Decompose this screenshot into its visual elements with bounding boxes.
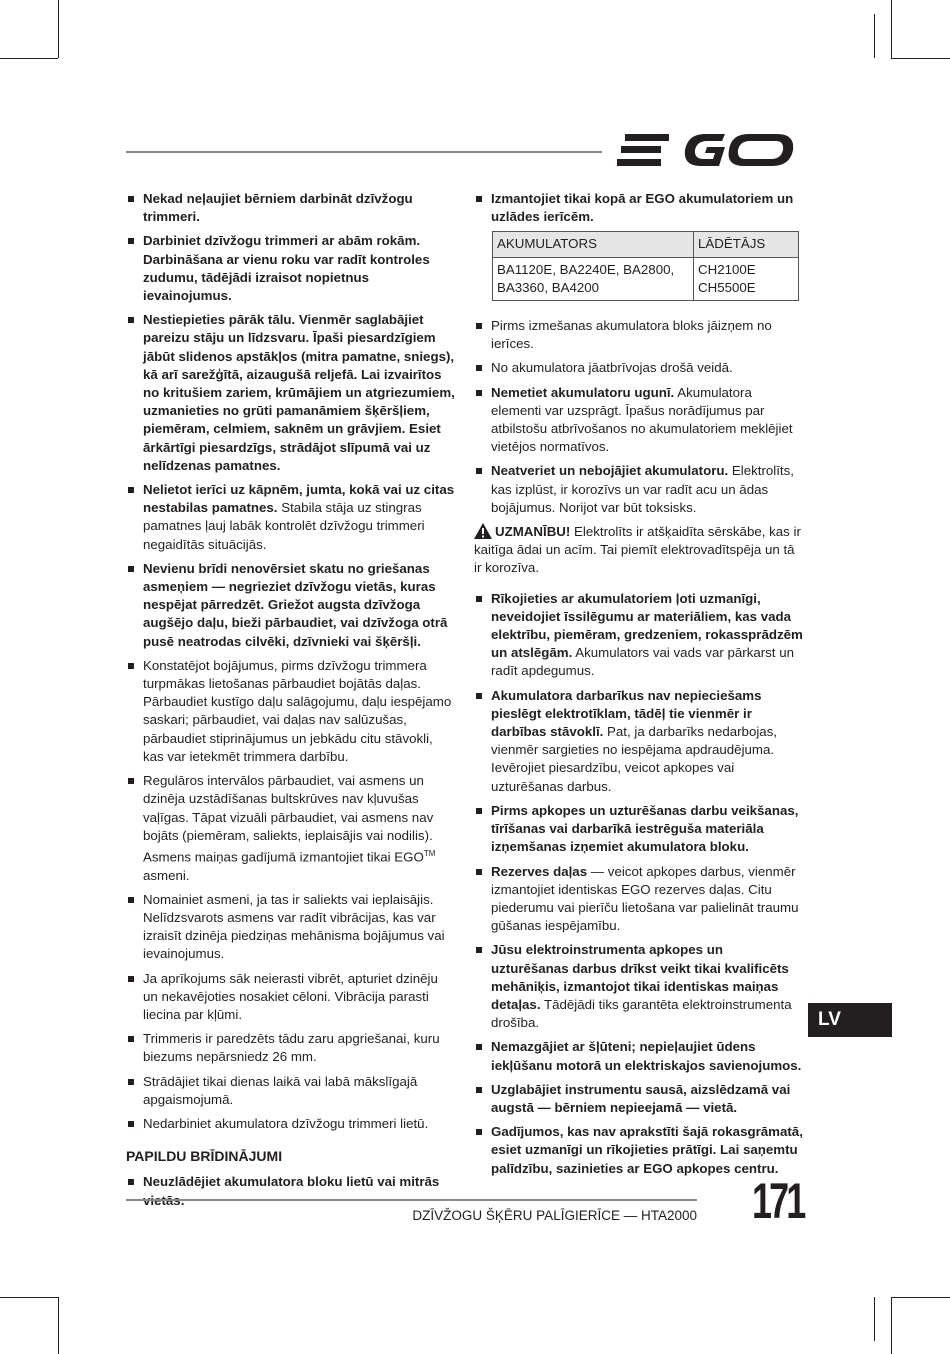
list-item bbox=[474, 941, 804, 1032]
list-item bbox=[126, 772, 456, 885]
body-text: Tādējādi tiks garantēta elektroinstrumenta drošība. bbox=[491, 996, 792, 1031]
bold-text: Darbiniet dzīvžogu trimmeri ar abām rokām. Darbināšana ar vienu roku var radīt kontroles zudumu, tādējādi izraisot nopietnus ievainojumus. bbox=[143, 233, 430, 304]
body-text: Elektrolīts, kas izplūst, ir korozīvs un var radīt acu un ādas bojājumus. Norijot var būt toksisks. bbox=[491, 463, 794, 515]
compatibility-table bbox=[492, 231, 799, 301]
list-item bbox=[474, 462, 804, 517]
bold-text: Nevienu brīdi nenovērsiet skatu no griešanas asmeņiem — negrieziet dzīvžogu vietās, kuras nespējat pārredzēt. Griežot augsta dzīvžoga augšējo daļu, bieži pārbaudiet, vai dzīvžoga otrā pusē neatrodas cilvēki, dzīvnieki vai šķēršļi. bbox=[143, 560, 448, 649]
crop-mark bbox=[0, 58, 58, 59]
warning-note bbox=[474, 523, 804, 578]
body-text: Nomainiet asmeni, ja tas ir saliekts vai ieplaisājis. Nelīdzsvarots asmens var radīt vibrācijas, kas var izraisīt dzinēja piedziņas mehānisma bojājumus vai ievainojumus. bbox=[143, 891, 445, 962]
bullet-list bbox=[474, 590, 804, 1178]
list-item bbox=[126, 481, 456, 554]
bullet-list bbox=[474, 190, 804, 226]
page-number: 171 bbox=[752, 1173, 804, 1229]
body-text: Regulāros intervālos pārbaudiet, vai asmens un dzinēja uzstādīšanas bultskrūves nav kļuvušas vaļīgas. Tāpat vizuāli pārbaudiet, vai asmens nav bojāts (piemēram, saliekts, ieplaisājis vai nodilis). Asmens maiņas gadījumā izmantojiet tikai EGO bbox=[143, 773, 434, 865]
body-text: Strādājiet tikai dienas laikā vai labā mākslīgajā apgaismojumā. bbox=[143, 1073, 418, 1107]
bold-text: Izmantojiet tikai kopā ar EGO akumulatoriem un uzlādes ierīcēm. bbox=[491, 191, 794, 225]
warning-text: Elektrolīts ir atšķaidīta sērskābe, kas ir kaitīga ādai un acīm. Tai piemīt elektrovadītspēja un tā ir korozīva. bbox=[474, 524, 801, 576]
bold-text: Rezerves daļas bbox=[491, 863, 588, 879]
language-tab: LV bbox=[808, 1003, 892, 1037]
crop-mark bbox=[58, 0, 59, 58]
bold-text: Nemetiet akumulatoru ugunī. bbox=[491, 384, 675, 400]
list-item bbox=[126, 970, 456, 1025]
bold-text: Neatveriet un nebojājiet akumulatoru. bbox=[491, 463, 729, 479]
list-item bbox=[474, 1123, 804, 1178]
body-text: Akumulators vai vads var pārkarst un radīt apdegumus. bbox=[491, 645, 794, 679]
list-item bbox=[474, 1081, 804, 1117]
crop-mark bbox=[891, 0, 892, 58]
bold-text: Gadījumos, kas nav aprakstīti šajā rokasgrāmatā, esiet uzmanīgi un rīkojieties prātīgi. Lai saņemtu palīdzību, sazinieties ar EGO apkopes centru. bbox=[491, 1124, 803, 1176]
list-item bbox=[126, 1073, 456, 1109]
list-item bbox=[126, 232, 456, 305]
bullet-list bbox=[474, 317, 804, 517]
table-cell: BA1120E, BA2240E, BA2800, BA3360, BA4200 bbox=[493, 257, 694, 300]
crop-mark bbox=[0, 1297, 58, 1298]
footer-rule bbox=[126, 1199, 697, 1201]
list-item bbox=[126, 891, 456, 964]
header-rule bbox=[126, 151, 602, 153]
list-item bbox=[474, 802, 804, 857]
right-column bbox=[474, 190, 804, 1184]
crop-mark bbox=[891, 1297, 892, 1354]
bullet-list bbox=[126, 190, 456, 1133]
list-item bbox=[126, 311, 456, 475]
list-item bbox=[474, 863, 804, 936]
list-item bbox=[126, 560, 456, 651]
list-item bbox=[474, 1038, 804, 1074]
table-header-cell: LĀDĒTĀJS bbox=[694, 232, 799, 257]
bold-text: Uzglabājiet instrumentu sausā, aizslēdzamā vai augstā — bērniem nepieejamā — vietā. bbox=[491, 1081, 791, 1115]
body-text: Nedarbiniet akumulatora dzīvžogu trimmeri lietū. bbox=[143, 1115, 429, 1131]
list-item bbox=[474, 317, 804, 353]
body-text: Ja aprīkojums sāk neierasti vibrēt, apturiet dzinēju un nekavējoties nosakiet cēloni. Vibrācija parasti liecina par kļūmi. bbox=[143, 970, 438, 1022]
list-item bbox=[474, 687, 804, 796]
crop-mark bbox=[891, 58, 950, 59]
list-item bbox=[126, 1173, 456, 1209]
table-header-row bbox=[493, 232, 799, 257]
bold-text: Neuzlādējiet akumulatora bloku lietū vai mitrās bbox=[143, 1174, 440, 1190]
crop-mark bbox=[874, 1297, 875, 1341]
bold-text: Rīkojieties ar akumulatoriem ļoti uzmanīgi, neveidojiet īssilēgumu ar materiāliem, kas vada elektrību, piemēram, gredzeniem, rokassprādzēm un atslēgām. bbox=[491, 590, 803, 661]
section-heading: PAPILDU BRĪDINĀJUMI bbox=[126, 1148, 283, 1165]
body-text: — veicot apkopes darbus, vienmēr izmantojiet identiskas EGO rezerves daļas. Citu piederumu vai pierīču lietošana var palielināt traumu gūšanas iespējamību. bbox=[491, 863, 799, 934]
bold-text: Nestiepieties pārāk tālu. Vienmēr saglabājiet pareizu stāju un līdzsvaru. Īpaši piesardzīgiem jābūt slidenos apstākļos (mitra pamatne, sniegs), kā arī sarežģītā, aizaugušā reljefā. Lai izvairītos no kritušiem zariem, krūmājiem un atgriezumiem, uzmanieties no grūti pamanāmiem šķēršļiem, piemēram, celmiem, saknēm un grāvjiem. Esiet ārkārtīgi piesardzīgs, strādājot slīpumā vai uz nelīdzenas pamatnes. bbox=[143, 312, 455, 473]
table-row bbox=[493, 257, 799, 300]
warning-label: UZMANĪBU! bbox=[495, 524, 571, 540]
list-item bbox=[126, 1115, 456, 1133]
warning-icon bbox=[474, 523, 492, 539]
bold-text: Nelietot ierīci uz kāpnēm, jumta, kokā vai uz citas nestabilas pamatnes. bbox=[143, 482, 455, 516]
left-column bbox=[126, 190, 456, 1216]
crop-mark bbox=[891, 1297, 950, 1298]
ego-logo bbox=[617, 128, 799, 177]
list-item bbox=[126, 657, 456, 766]
bold-text: Nemazgājiet ar šļūteni; nepieļaujiet ūdens iekļūšanu motorā un elektriskajos savienojumos. bbox=[491, 1039, 802, 1073]
list-item bbox=[474, 190, 804, 226]
trademark-mark: TM bbox=[423, 848, 436, 858]
list-item bbox=[474, 590, 804, 681]
crop-mark bbox=[58, 1297, 59, 1354]
list-item bbox=[126, 1030, 456, 1066]
body-text: Konstatējot bojājumus, pirms dzīvžogu trimmera turpmākas lietošanas pārbaudiet bojātās daļas. Pārbaudiet kustīgo daļu salāgojumu, daļu iespējamo saskari; pārbaudiet, vai daļas nav salūzušas, pārbaudiet stiprinājumus un jebkādu citu stāvokli, kas var ietekmēt trimmera darbību. bbox=[143, 657, 452, 764]
body-text: No akumulatora jāatbrīvojas drošā veidā. bbox=[491, 360, 733, 376]
bold-text: Nekad neļaujiet bērniem darbināt dzīvžogu trimmeri. bbox=[143, 191, 413, 225]
bold-text: Pirms apkopes un uzturēšanas darbu veikšanas, tīrīšanas vai darbarīkā iestrēguša materiāla izņemšanas izņemiet akumulatora bloku. bbox=[491, 802, 799, 855]
body-text: Pirms izmešanas akumulatora bloks jāizņem no ierīces. bbox=[491, 318, 772, 352]
bold-text: Jūsu elektroinstrumenta apkopes un uzturēšanas darbus drīkst veikt tikai kvalificēts mehāniķis, izmantojot tikai identiskas maiņas detaļas. bbox=[491, 942, 789, 1012]
table-header-cell: AKUMULATORS bbox=[493, 232, 694, 257]
bullet-list bbox=[126, 1173, 456, 1209]
body-text: Trimmeris ir paredzēts tādu zaru apgriešanai, kuru biezums nepārsniedz 26 mm. bbox=[143, 1031, 440, 1065]
body-text: Stabila stāja uz stingras pamatnes ļauj labāk kontrolēt dzīvžogu trimmeri negaidītās situācijās. bbox=[143, 500, 425, 552]
table-cell: CH2100E CH5500E bbox=[694, 257, 799, 300]
body-text: Pat, ja darbarīks nedarbojas, vienmēr sargieties no iespējama apdraudējuma. Ievērojiet piesardzību, veicot apkopes vai uzturēšanas darbus. bbox=[491, 724, 778, 794]
bold-text: Akumulatora darbarīkus nav nepieciešams pieslēgt elektrotīklam, tādēļ tie vienmēr ir darbības stāvoklī. bbox=[491, 687, 762, 740]
list-item bbox=[126, 190, 456, 226]
list-item bbox=[474, 384, 804, 457]
crop-mark bbox=[874, 14, 875, 58]
list-item bbox=[474, 359, 804, 377]
body-text: Akumulatora elementi var uzsprāgt. Īpašus norādījumus par atbilstošu atbrīvošanos no akumulatoriem meklējiet vietējos normatīvos. bbox=[491, 384, 793, 455]
footer-title: DZĪVŽOGU ŠĶĒRU PALĪGIERĪCE — HTA2000 bbox=[412, 1208, 697, 1223]
body-text: asmeni. bbox=[143, 867, 190, 883]
